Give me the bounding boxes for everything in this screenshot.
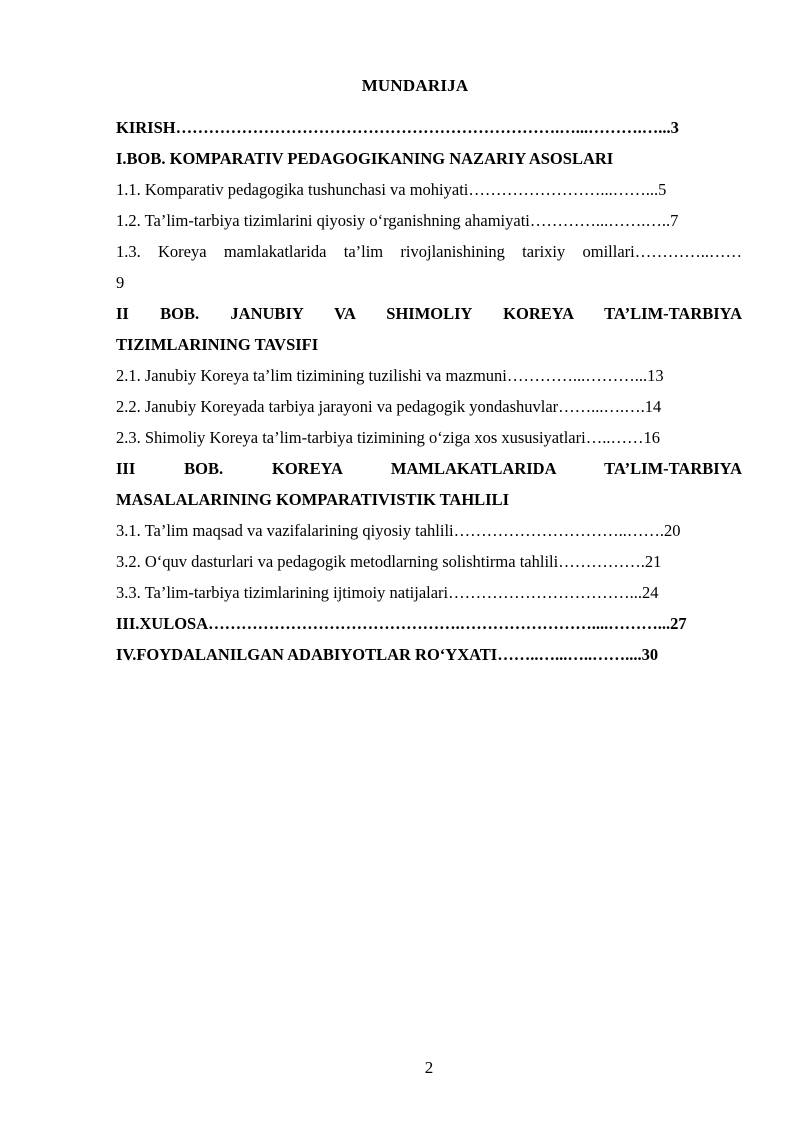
toc-chapter-3-heading[interactable] xyxy=(116,453,742,515)
page-title: MUNDARIJA xyxy=(361,76,469,95)
toc-chapter-2-line2: TIZIMLARINING TAVSIFI xyxy=(116,335,319,354)
page-number: 2 xyxy=(424,1058,434,1077)
toc-entry-1-3-line1: 1.3. Koreya mamlakatlarida ta’lim rivojlanishining tarixiy omillari…………..…… xyxy=(116,242,742,261)
toc-entry-2-2[interactable]: 2.2. Janubiy Koreyada tarbiya jarayoni va pedagogik yondashuvlar……...….….14 xyxy=(116,397,662,416)
toc-entry-3-2[interactable]: 3.2. O‘quv dasturlari va pedagogik metodlarning solishtirma tahlili…………….21 xyxy=(116,552,662,571)
toc-chapter-3-line2: MASALALARINING KOMPARATIVISTIK TAHLILI xyxy=(116,490,510,509)
toc-entry-1-1[interactable]: 1.1. Komparativ pedagogika tushunchasi va mohiyati……………………...……...5 xyxy=(116,180,667,199)
toc-entry-3-1[interactable]: 3.1. Ta’lim maqsad va vazifalarining qiyosiy tahlili…………………………..…….20 xyxy=(116,521,681,540)
toc-entry-2-1[interactable]: 2.1. Janubiy Koreya ta’lim tizimining tuzilishi va mazmuni…………...………...13 xyxy=(116,366,664,385)
toc-chapter-2-heading[interactable] xyxy=(116,298,742,360)
toc-chapter-1-heading[interactable]: I.BOB. KOMPARATIV PEDAGOGIKANING NAZARIY ASOSLARI xyxy=(116,149,614,168)
toc-entry-conclusion[interactable]: III.XULOSA……………………………………….……………………....………...27 xyxy=(116,614,687,633)
toc-entry-1-2[interactable]: 1.2. Ta’lim-tarbiya tizimlarini qiyosiy o‘rganishning ahamiyati…………...…….…..7 xyxy=(116,211,679,230)
toc-entry-2-3[interactable]: 2.3. Shimoliy Koreya ta’lim-tarbiya tizimining o‘ziga xos xususiyatlari…..……16 xyxy=(116,428,660,447)
table-of-contents xyxy=(116,112,742,670)
toc-entry-intro[interactable]: KIRISH…………………………………………………………….…...……….…...3 xyxy=(116,118,679,137)
toc-chapter-2-line1: II BOB. JANUBIY VA SHIMOLIY KOREYA TA’LIM-TARBIYA xyxy=(116,304,742,323)
toc-entry-3-3[interactable]: 3.3. Ta’lim-tarbiya tizimlarining ijtimoiy natijalari……………………………...24 xyxy=(116,583,659,602)
toc-entry-references[interactable]: IV.FOYDALANILGAN ADABIYOTLAR RO‘YXATI……..…...…..……....30 xyxy=(116,645,659,664)
toc-entry-1-3-page: 9 xyxy=(116,273,125,292)
toc-entry-1-3[interactable] xyxy=(116,236,742,298)
toc-chapter-3-line1: III BOB. KOREYA MAMLAKATLARIDA TA’LIM-TARBIYA xyxy=(116,459,742,478)
